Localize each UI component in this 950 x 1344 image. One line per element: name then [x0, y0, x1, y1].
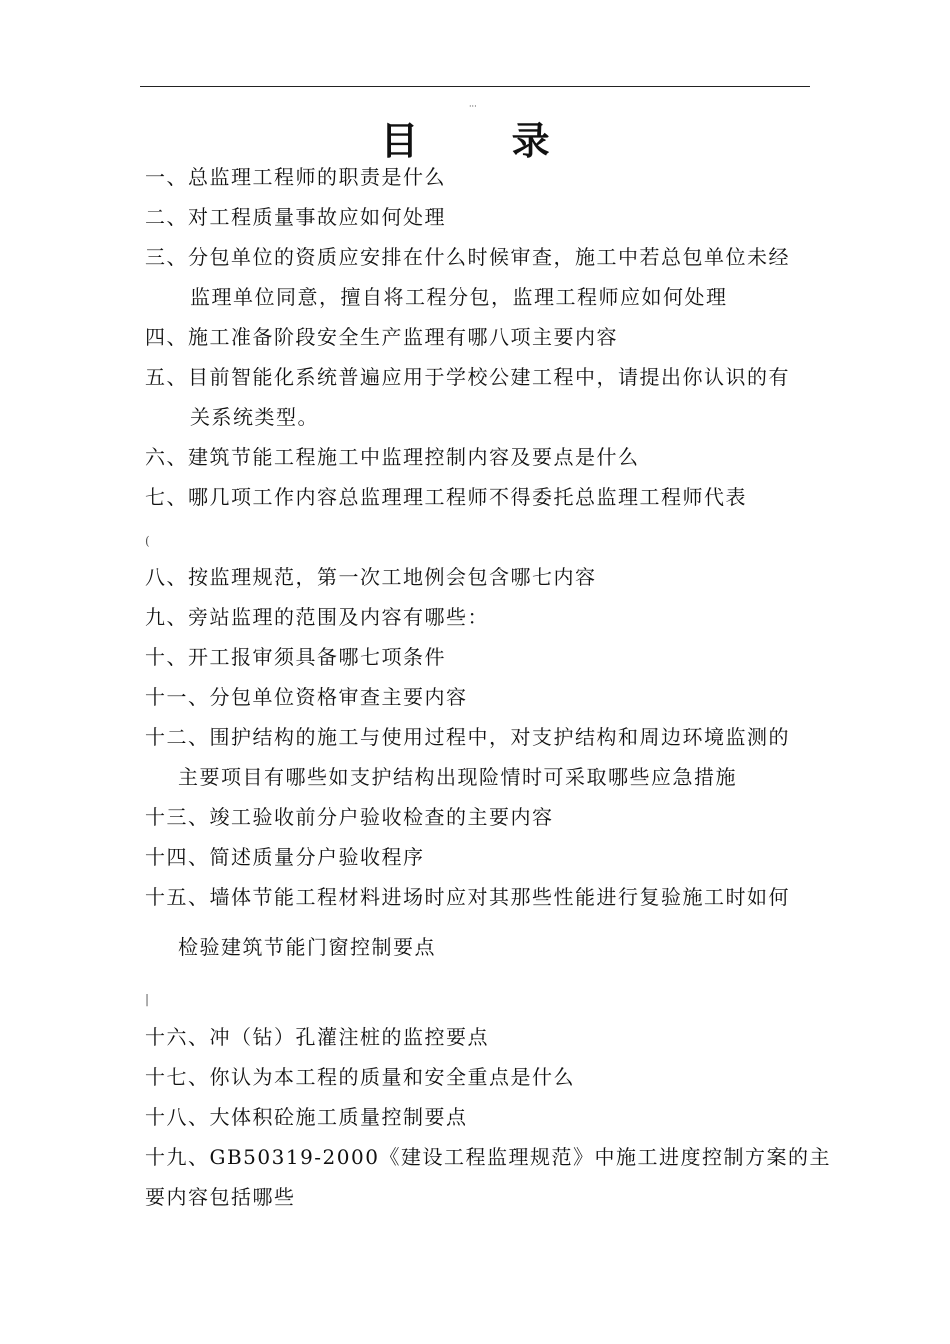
- toc-item-18: 十八、大体积砼施工质量控制要点: [145, 1105, 468, 1129]
- page-title: 目 录: [380, 118, 590, 163]
- toc-item-19: 十九、GB50319-2000《建设工程监理规范》中施工进度控制方案的主: [145, 1145, 831, 1169]
- toc-item-3-cont: 监理单位同意，擅自将工程分包，监理工程师应如何处理: [190, 285, 728, 309]
- toc-item-5: 五、目前智能化系统普遍应用于学校公建工程中，请提出你认识的有: [145, 365, 790, 389]
- header-rule: [140, 86, 810, 87]
- toc-item-9: 九、旁站监理的范围及内容有哪些：: [145, 605, 489, 629]
- toc-item-17: 十七、你认为本工程的质量和安全重点是什么: [145, 1065, 575, 1089]
- toc-item-10: 十、开工报审须具备哪七项条件: [145, 645, 446, 669]
- toc-item-15: 十五、墙体节能工程材料进场时应对其那些性能进行复验施工时如何: [145, 885, 790, 909]
- toc-item-15-cont: 检验建筑节能门窗控制要点: [178, 935, 436, 959]
- toc-item-11: 十一、分包单位资格审查主要内容: [145, 685, 468, 709]
- toc-item-14: 十四、简述质量分户验收程序: [145, 845, 425, 869]
- stray-mark: (: [145, 534, 150, 548]
- toc-item-19-cont: 要内容包括哪些: [145, 1185, 296, 1209]
- toc-item-7: 七、哪几项工作内容总监理理工程师不得委托总监理工程师代表: [145, 485, 747, 509]
- toc-item-16: 十六、冲（钻）孔灌注桩的监控要点: [145, 1025, 489, 1049]
- top-mark: ···: [469, 102, 477, 111]
- toc-item-3: 三、分包单位的资质应安排在什么时候审查，施工中若总包单位未经: [145, 245, 790, 269]
- toc-item-13: 十三、竣工验收前分户验收检查的主要内容: [145, 805, 554, 829]
- toc-item-1: 一、总监理工程师的职责是什么: [145, 165, 446, 189]
- toc-item-8: 八、按监理规范，第一次工地例会包含哪七内容: [145, 565, 597, 589]
- toc-item-2: 二、对工程质量事故应如何处理: [145, 205, 446, 229]
- toc-item-6: 六、建筑节能工程施工中监理控制内容及要点是什么: [145, 445, 640, 469]
- toc-item-12-cont: 主要项目有哪些如支护结构出现险情时可采取哪些应急措施: [178, 765, 737, 789]
- toc-item-5-cont: 关系统类型。: [190, 405, 319, 429]
- toc-item-12: 十二、围护结构的施工与使用过程中，对支护结构和周边环境监测的: [145, 725, 790, 749]
- toc-item-4: 四、施工准备阶段安全生产监理有哪八项主要内容: [145, 325, 618, 349]
- stray-mark: |: [145, 992, 150, 1006]
